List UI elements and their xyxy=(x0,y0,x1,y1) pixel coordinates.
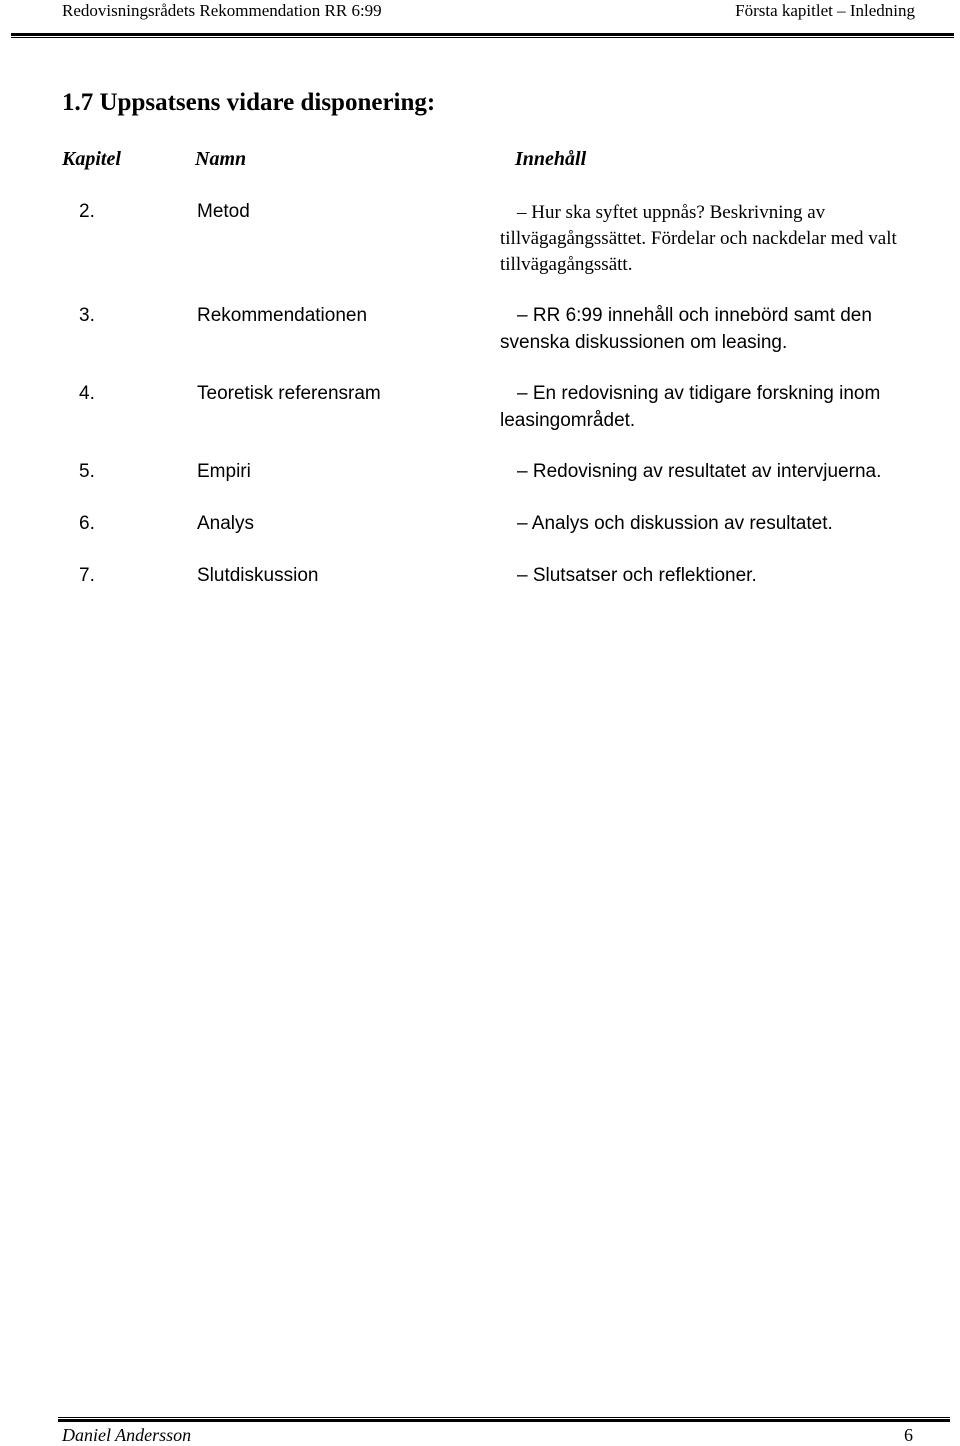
chapter-name: Analys xyxy=(197,513,255,534)
column-header-name: Namn xyxy=(195,148,247,170)
chapter-name: Rekommendationen xyxy=(197,305,368,326)
chapter-number: 7. xyxy=(79,565,95,586)
header-document-title: Redovisningsrådets Rekommendation RR 6:99 xyxy=(62,1,382,20)
chapter-number: 6. xyxy=(79,513,95,534)
chapter-number: 3. xyxy=(79,305,95,326)
chapter-description: – Slutsatser och reflektioner. xyxy=(517,565,757,586)
column-header-chapter: Kapitel xyxy=(62,148,121,170)
header-rule xyxy=(11,33,954,38)
header-chapter-title: Första kapitlet – Inledning xyxy=(735,1,915,20)
page-header xyxy=(62,0,915,34)
column-header-content: Innehåll xyxy=(515,148,587,170)
chapter-number: 5. xyxy=(79,461,95,482)
chapter-description: – RR 6:99 innehåll och innebörd samt den svenska diskussionen om leasing. xyxy=(500,305,872,353)
chapter-description: – En redovisning av tidigare forskning inom leasingområdet. xyxy=(500,383,881,431)
section-title: 1.7 Uppsatsens vidare disponering: xyxy=(62,89,436,116)
chapter-number: 4. xyxy=(79,383,95,404)
chapter-name: Metod xyxy=(197,201,250,222)
chapter-name: Empiri xyxy=(197,461,251,482)
page-number: 6 xyxy=(904,1425,913,1445)
chapter-number: 2. xyxy=(79,201,95,222)
footer-rule xyxy=(58,1417,950,1422)
chapter-description: – Redovisning av resultatet av intervjuerna. xyxy=(517,461,882,482)
footer-author: Daniel Andersson xyxy=(62,1425,192,1445)
chapter-description: – Hur ska syftet uppnås? Beskrivning av tillvägagångssättet. Fördelar och nackdelar med valt tillvägagångssätt. xyxy=(500,202,897,275)
chapter-name: Slutdiskussion xyxy=(197,565,319,586)
chapter-name: Teoretisk referensram xyxy=(197,383,381,404)
chapter-description: – Analys och diskussion av resultatet. xyxy=(517,513,833,534)
